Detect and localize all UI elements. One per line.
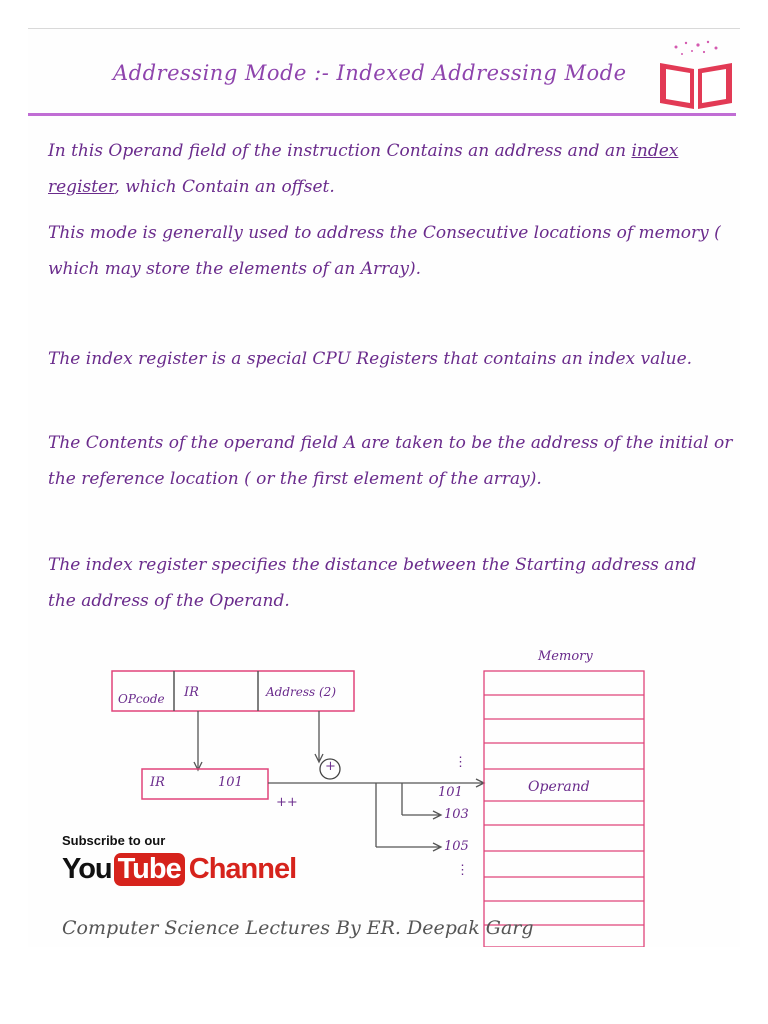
address-101: 101	[438, 785, 463, 800]
increment-label: ++	[276, 795, 298, 810]
effective-address-arrowhead	[476, 779, 484, 787]
address-field-label: Address (2)	[266, 685, 336, 699]
ir-register-value: 101	[218, 775, 243, 790]
title-underline	[28, 113, 736, 116]
address-105: 105	[444, 839, 469, 854]
opcode-field-label: OPcode	[118, 692, 165, 706]
paragraph-4: The Contents of the operand field A are taken to be the address of the initial or the reference location ( or the first element of the array).	[48, 433, 733, 489]
branch-105-arrowhead	[433, 843, 441, 851]
memory-title: Memory	[538, 649, 593, 664]
paragraph-1	[48, 133, 738, 205]
youtube-channel-text: Channel	[188, 852, 297, 885]
lecture-page	[28, 28, 740, 947]
ir-register-label: IR	[150, 775, 165, 790]
continuation-dots-bottom: ⋮	[456, 863, 469, 878]
youtube-you-text: You	[62, 852, 112, 885]
paragraph-3: The index register is a special CPU Registers that contains an index value.	[48, 349, 693, 369]
paragraph-1-part1: In this Operand field of the instruction Contains an address and an	[48, 141, 632, 161]
address-103: 103	[444, 807, 469, 822]
operand-cell-label: Operand	[528, 779, 590, 795]
ir-field-arrowhead	[194, 762, 202, 770]
paragraph-2: This mode is generally used to address the Consecutive locations of memory ( which may store the elements of an Array).	[48, 223, 721, 279]
paragraph-5: The index register specifies the distance between the Starting address and the address of the Operand.	[48, 555, 697, 611]
memory-block	[484, 671, 644, 947]
youtube-tube-text: Tube	[114, 853, 185, 886]
youtube-channel-logo[interactable]	[62, 851, 296, 887]
adder-plus-sign: +	[325, 759, 336, 774]
address-field-arrowhead	[315, 754, 323, 762]
index-register-term: index register	[48, 141, 679, 197]
open-book-icon	[656, 39, 736, 111]
page-title: Addressing Mode :- Indexed Addressing Mode	[113, 61, 627, 85]
footer-credit: Computer Science Lectures By ER. Deepak Garg	[62, 917, 534, 939]
subscribe-caption: Subscribe to our	[62, 833, 166, 848]
continuation-dots-top: ⋮	[454, 755, 467, 770]
ir-field-label: IR	[184, 685, 199, 700]
branch-103-arrowhead	[433, 811, 441, 819]
paragraph-1-part2: , which Contain an offset.	[114, 177, 335, 197]
